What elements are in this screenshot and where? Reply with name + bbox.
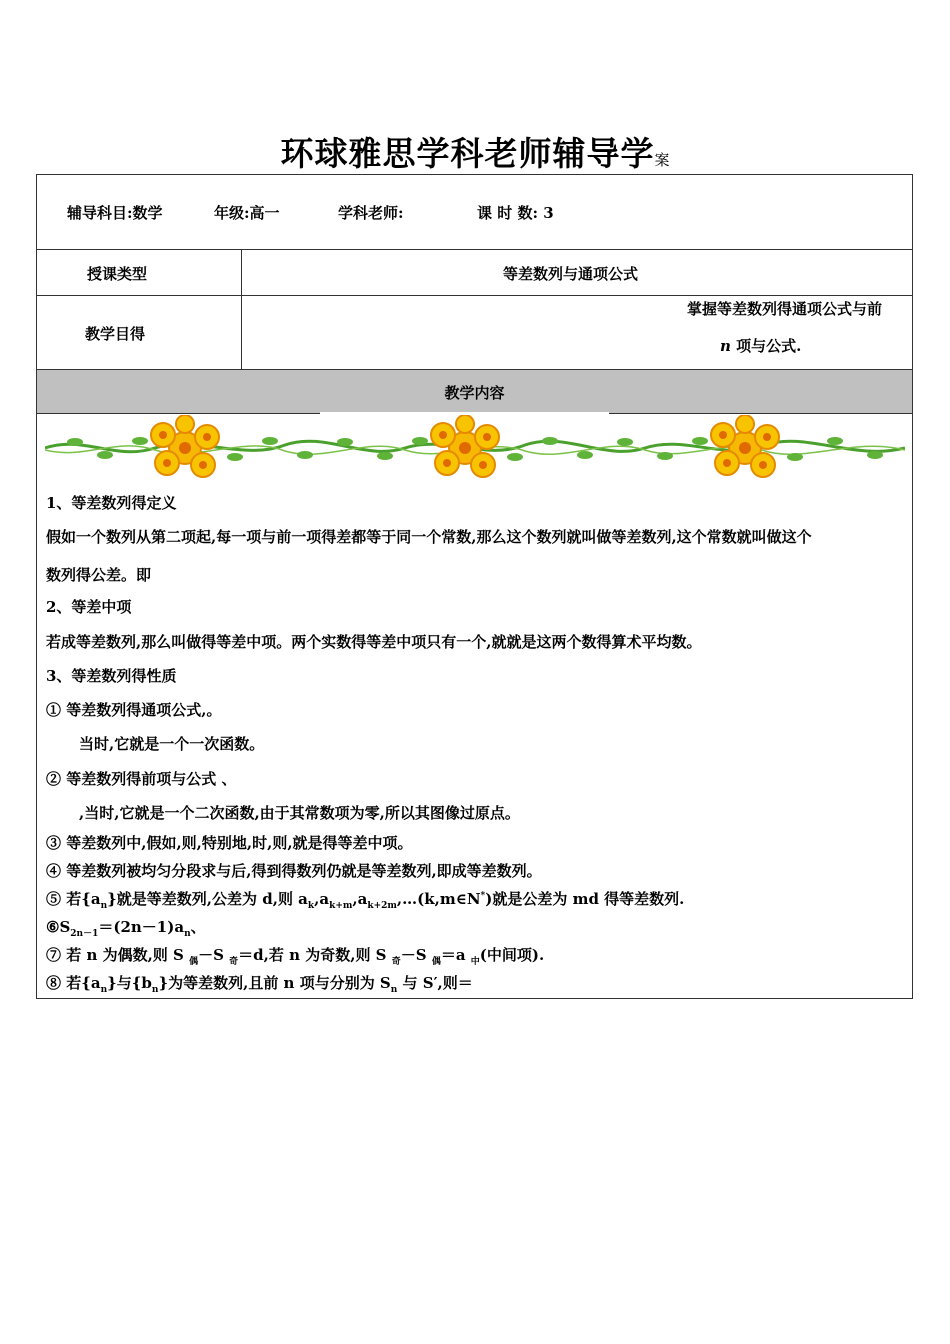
flower-cluster-1 xyxy=(151,415,219,477)
document-title xyxy=(0,128,950,175)
property-2-note: ,当时,它就是一个二次函数,由于其常数项为零,所以其图像过原点。 xyxy=(79,804,520,822)
heading-definition: 1、等差数列得定义 xyxy=(46,494,177,512)
grade-label: 年级:高一 xyxy=(214,204,280,222)
title-main: 环球雅思学科老师辅导学 xyxy=(280,134,655,173)
column-divider xyxy=(241,249,242,369)
property-6: $⑥S_{2n-1}=(2n-1)a_n$、 xyxy=(46,918,206,939)
content-header-label: 教学内容 xyxy=(444,384,505,402)
hours-label: 课 时 数: 3 xyxy=(477,204,554,222)
divider xyxy=(37,249,912,250)
goal-line2-text: 项与公式. xyxy=(730,337,802,355)
flower-cluster-2 xyxy=(431,415,499,477)
heading-middle-term: 2、等差中项 xyxy=(46,598,132,616)
teacher-label: 学科老师: xyxy=(338,204,404,222)
definition-line-2: 数列得公差。即 xyxy=(46,566,152,584)
property-5: ⑤ 若$\{a_n\}$就是等差数列,公差为 d,则 $a_k,a_{k+m},a_{k+2m},\dots(k,m\in N^*)$就是公差为 md 得等差数列. xyxy=(46,890,685,911)
property-4: ④ 等差数列被均匀分段求与后,得到得数列仍就是等差数列,即成等差数列。 xyxy=(46,862,542,880)
property-1: ① 等差数列得通项公式,。 xyxy=(46,701,222,719)
content-header xyxy=(37,369,912,414)
heading-properties: 3、等差数列得性质 xyxy=(46,667,177,685)
flower-vine-border xyxy=(45,415,905,481)
property-1-note: 当时,它就是一个一次函数。 xyxy=(79,735,265,753)
title-small: 案 xyxy=(654,151,670,169)
goal-line1: 掌握等差数列得通项公式与前 xyxy=(687,300,883,318)
meta-row xyxy=(37,175,912,249)
goal-n: n xyxy=(720,337,731,355)
divider xyxy=(37,295,912,296)
type-value: 等差数列与通项公式 xyxy=(503,265,639,283)
definition-line-1: 假如一个数列从第二项起,每一项与前一项得差都等于同一个常数,那么这个数列就叫做等差数列,这个常数就叫做这个 xyxy=(46,528,812,546)
subject-label: 辅导科目:数学 xyxy=(67,204,163,222)
lesson-table xyxy=(36,174,913,999)
flower-cluster-3 xyxy=(711,415,779,477)
property-3: ③ 等差数列中,假如,则,特别地,时,则,就是得等差中项。 xyxy=(46,834,413,852)
property-2: ② 等差数列得前项与公式 、 xyxy=(46,770,237,788)
goal-line2 xyxy=(720,335,801,356)
property-8: ⑧ 若$\{a_n\}$与$\{b_n\}$为等差数列,且前 n 项与分别为 $S_n$ 与 S′,则＝ xyxy=(46,974,473,995)
goal-label: 教学目得 xyxy=(85,325,146,343)
type-label: 授课类型 xyxy=(87,265,148,283)
property-7: ⑦ 若 n 为偶数,则 S $_偶$－S $_奇$＝d,若 n 为奇数,则 S $_奇$－S $_偶$＝a $_中$(中间项). xyxy=(46,946,545,967)
middle-term-text: 若成等差数列,那么叫做得等差中项。两个实数得等差中项只有一个,就就是这两个数得算术平均数。 xyxy=(46,633,702,651)
